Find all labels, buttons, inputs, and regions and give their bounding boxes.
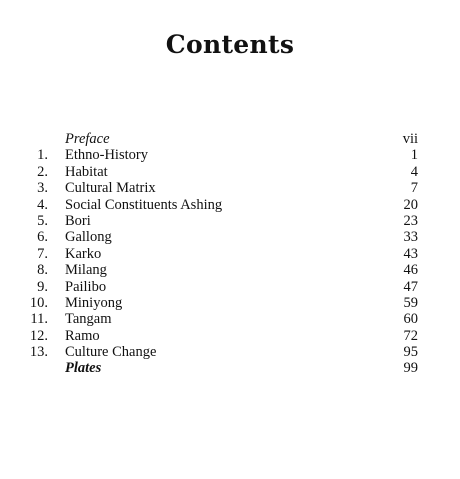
entry-page-number: 20	[403, 196, 418, 213]
toc-entry	[0, 229, 460, 245]
entry-title: Miniyong	[65, 294, 123, 311]
toc-entry	[0, 311, 460, 327]
entry-number: 3.	[37, 180, 48, 197]
entry-page-number: 99	[403, 360, 418, 377]
entry-title: Pailibo	[65, 278, 107, 295]
entry-number: 12.	[29, 327, 48, 344]
page-title: Contents	[165, 30, 295, 59]
toc-entry	[0, 246, 460, 262]
entry-title: Tangam	[65, 311, 112, 328]
toc-entry	[0, 344, 460, 360]
entry-page-number: 46	[403, 262, 418, 279]
entry-title: Milang	[65, 262, 107, 279]
entry-title: Cultural Matrix	[65, 180, 156, 197]
entry-number: 4.	[37, 196, 48, 213]
entry-number: 1.	[37, 147, 48, 164]
entry-page-number: vii	[402, 131, 418, 147]
toc-entry	[0, 279, 460, 295]
entry-page-number: 33	[403, 229, 418, 246]
entry-number: 9.	[37, 278, 48, 295]
entry-title: Plates	[65, 360, 102, 377]
entry-page-number: 7	[410, 180, 418, 197]
toc-entry	[0, 147, 460, 163]
entry-number: 10.	[29, 294, 48, 311]
entry-title: Ramo	[65, 327, 100, 344]
toc-entry-plates	[0, 360, 460, 376]
entry-number: 7.	[37, 245, 48, 262]
entry-title: Social Constituents Ashing	[65, 196, 223, 213]
toc-entry	[0, 180, 460, 196]
entry-page-number: 59	[403, 294, 418, 311]
entry-title: Habitat	[65, 163, 108, 180]
entry-page-number: 43	[403, 245, 418, 262]
entry-number: 8.	[37, 262, 48, 279]
entry-page-number: 4	[410, 163, 418, 180]
toc-entry	[0, 262, 460, 278]
entry-page-number: 60	[403, 311, 418, 328]
toc-entry	[0, 328, 460, 344]
toc-entry	[0, 197, 460, 213]
entry-page-number: 47	[403, 278, 418, 295]
entry-number: 11.	[30, 311, 48, 328]
entry-title: Gallong	[65, 229, 112, 246]
toc-entry	[0, 213, 460, 229]
entry-page-number: 23	[403, 212, 418, 229]
entry-page-number: 1	[410, 147, 418, 164]
entry-title: Bori	[65, 212, 91, 229]
toc-entry	[0, 164, 460, 180]
table-of-contents	[0, 131, 460, 377]
entry-number: 2.	[37, 163, 48, 180]
entry-page-number: 72	[403, 327, 418, 344]
entry-title: Preface	[65, 131, 110, 147]
entry-number: 5.	[37, 212, 48, 229]
toc-entry	[0, 295, 460, 311]
toc-entry-preface	[0, 131, 460, 147]
entry-title: Culture Change	[65, 344, 157, 361]
entry-number: 6.	[37, 229, 48, 246]
entry-number: 13.	[29, 344, 48, 361]
entry-title: Ethno-History	[65, 147, 148, 164]
entry-title: Karko	[65, 245, 102, 262]
entry-page-number: 95	[403, 344, 418, 361]
